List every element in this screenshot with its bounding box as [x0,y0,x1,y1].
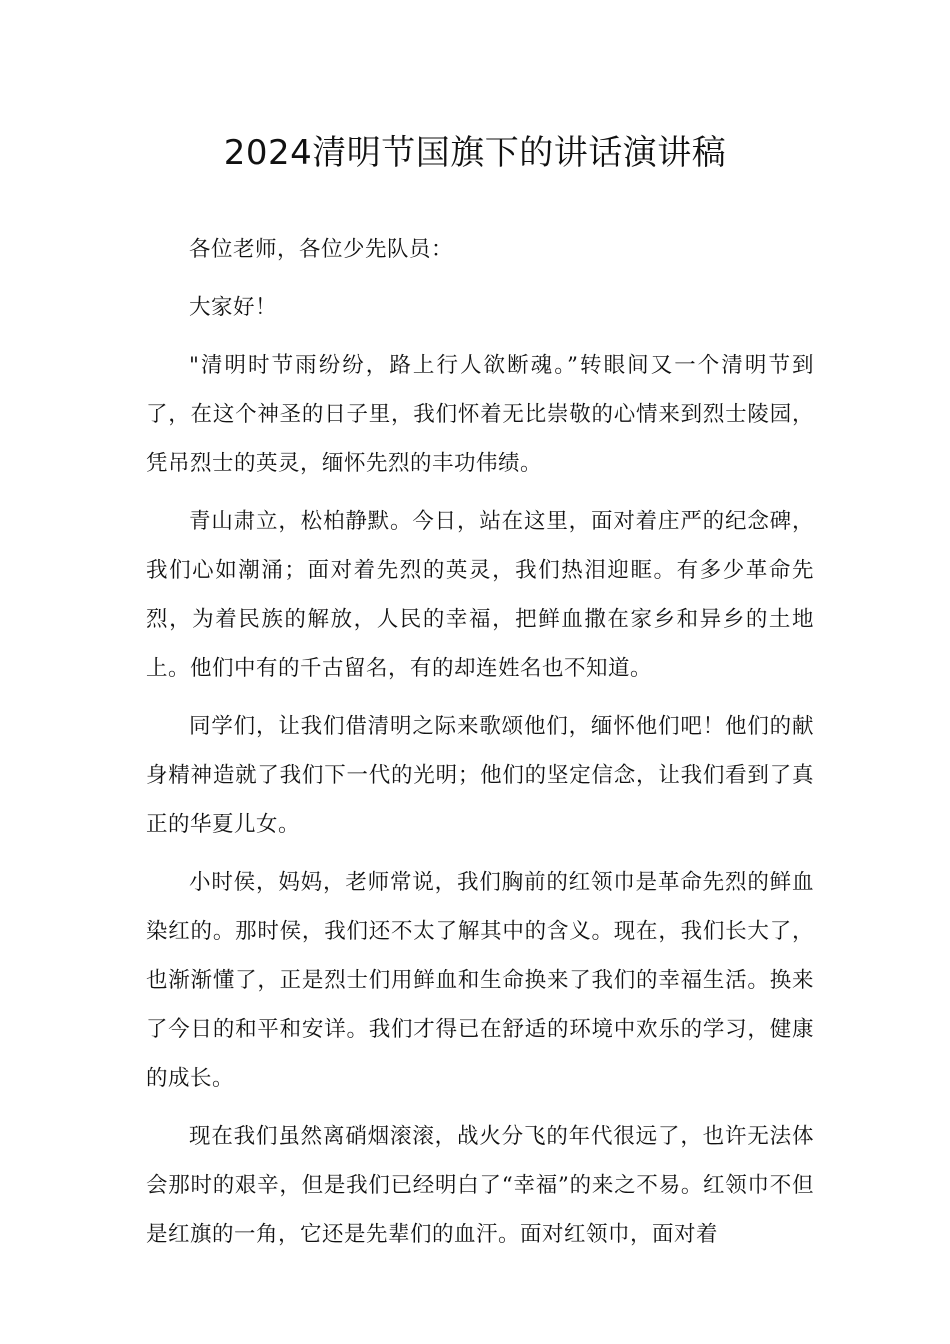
salutation-paragraph: 大家好！ [189,295,278,320]
greeting-paragraph: 各位老师，各位少先队员： [189,237,454,262]
body-paragraph: 现在我们虽然离硝烟滚滚，战火分飞的年代很远了，也许无法体会那时的艰辛，但是我们已经明白了“幸福”的来之不易。红领巾不但是红旗的一角，它还是先辈们的血汗。面对红领巾，面对着 [146,1124,814,1247]
body-paragraph: "清明时节雨纷纷，路上行人欲断魂。”转眼间又一个清明节到了，在这个神圣的日子里，我们怀着无比崇敬的心情来到烈士陵园，凭吊烈士的英灵，缅怀先烈的丰功伟绩。 [146,353,814,476]
body-paragraph: 小时侯，妈妈，老师常说，我们胸前的红领巾是革命先烈的鲜血染红的。那时侯，我们还不太了解其中的含义。现在，我们长大了，也渐渐懂了，正是烈士们用鲜血和生命换来了我们的幸福生活。换来了今日的和平和安详。我们才得已在舒适的环境中欢乐的学习，健康的成长。 [146,870,814,1091]
body-paragraph: 青山肃立，松柏静默。今日，站在这里，面对着庄严的纪念碑，我们心如潮涌；面对着先烈的英灵，我们热泪迎眶。有多少革命先烈，为着民族的解放，人民的幸福，把鲜血撒在家乡和异乡的土地上。他们中有的千古留名，有的却连姓名也不知道。 [146,509,814,681]
document-title: 2024清明节国旗下的讲话演讲稿 [223,133,727,173]
document-body [146,225,814,1268]
body-paragraph: 同学们，让我们借清明之际来歌颂他们，缅怀他们吧！他们的献身精神造就了我们下一代的光明；他们的坚定信念，让我们看到了真正的华夏儿女。 [146,714,814,837]
